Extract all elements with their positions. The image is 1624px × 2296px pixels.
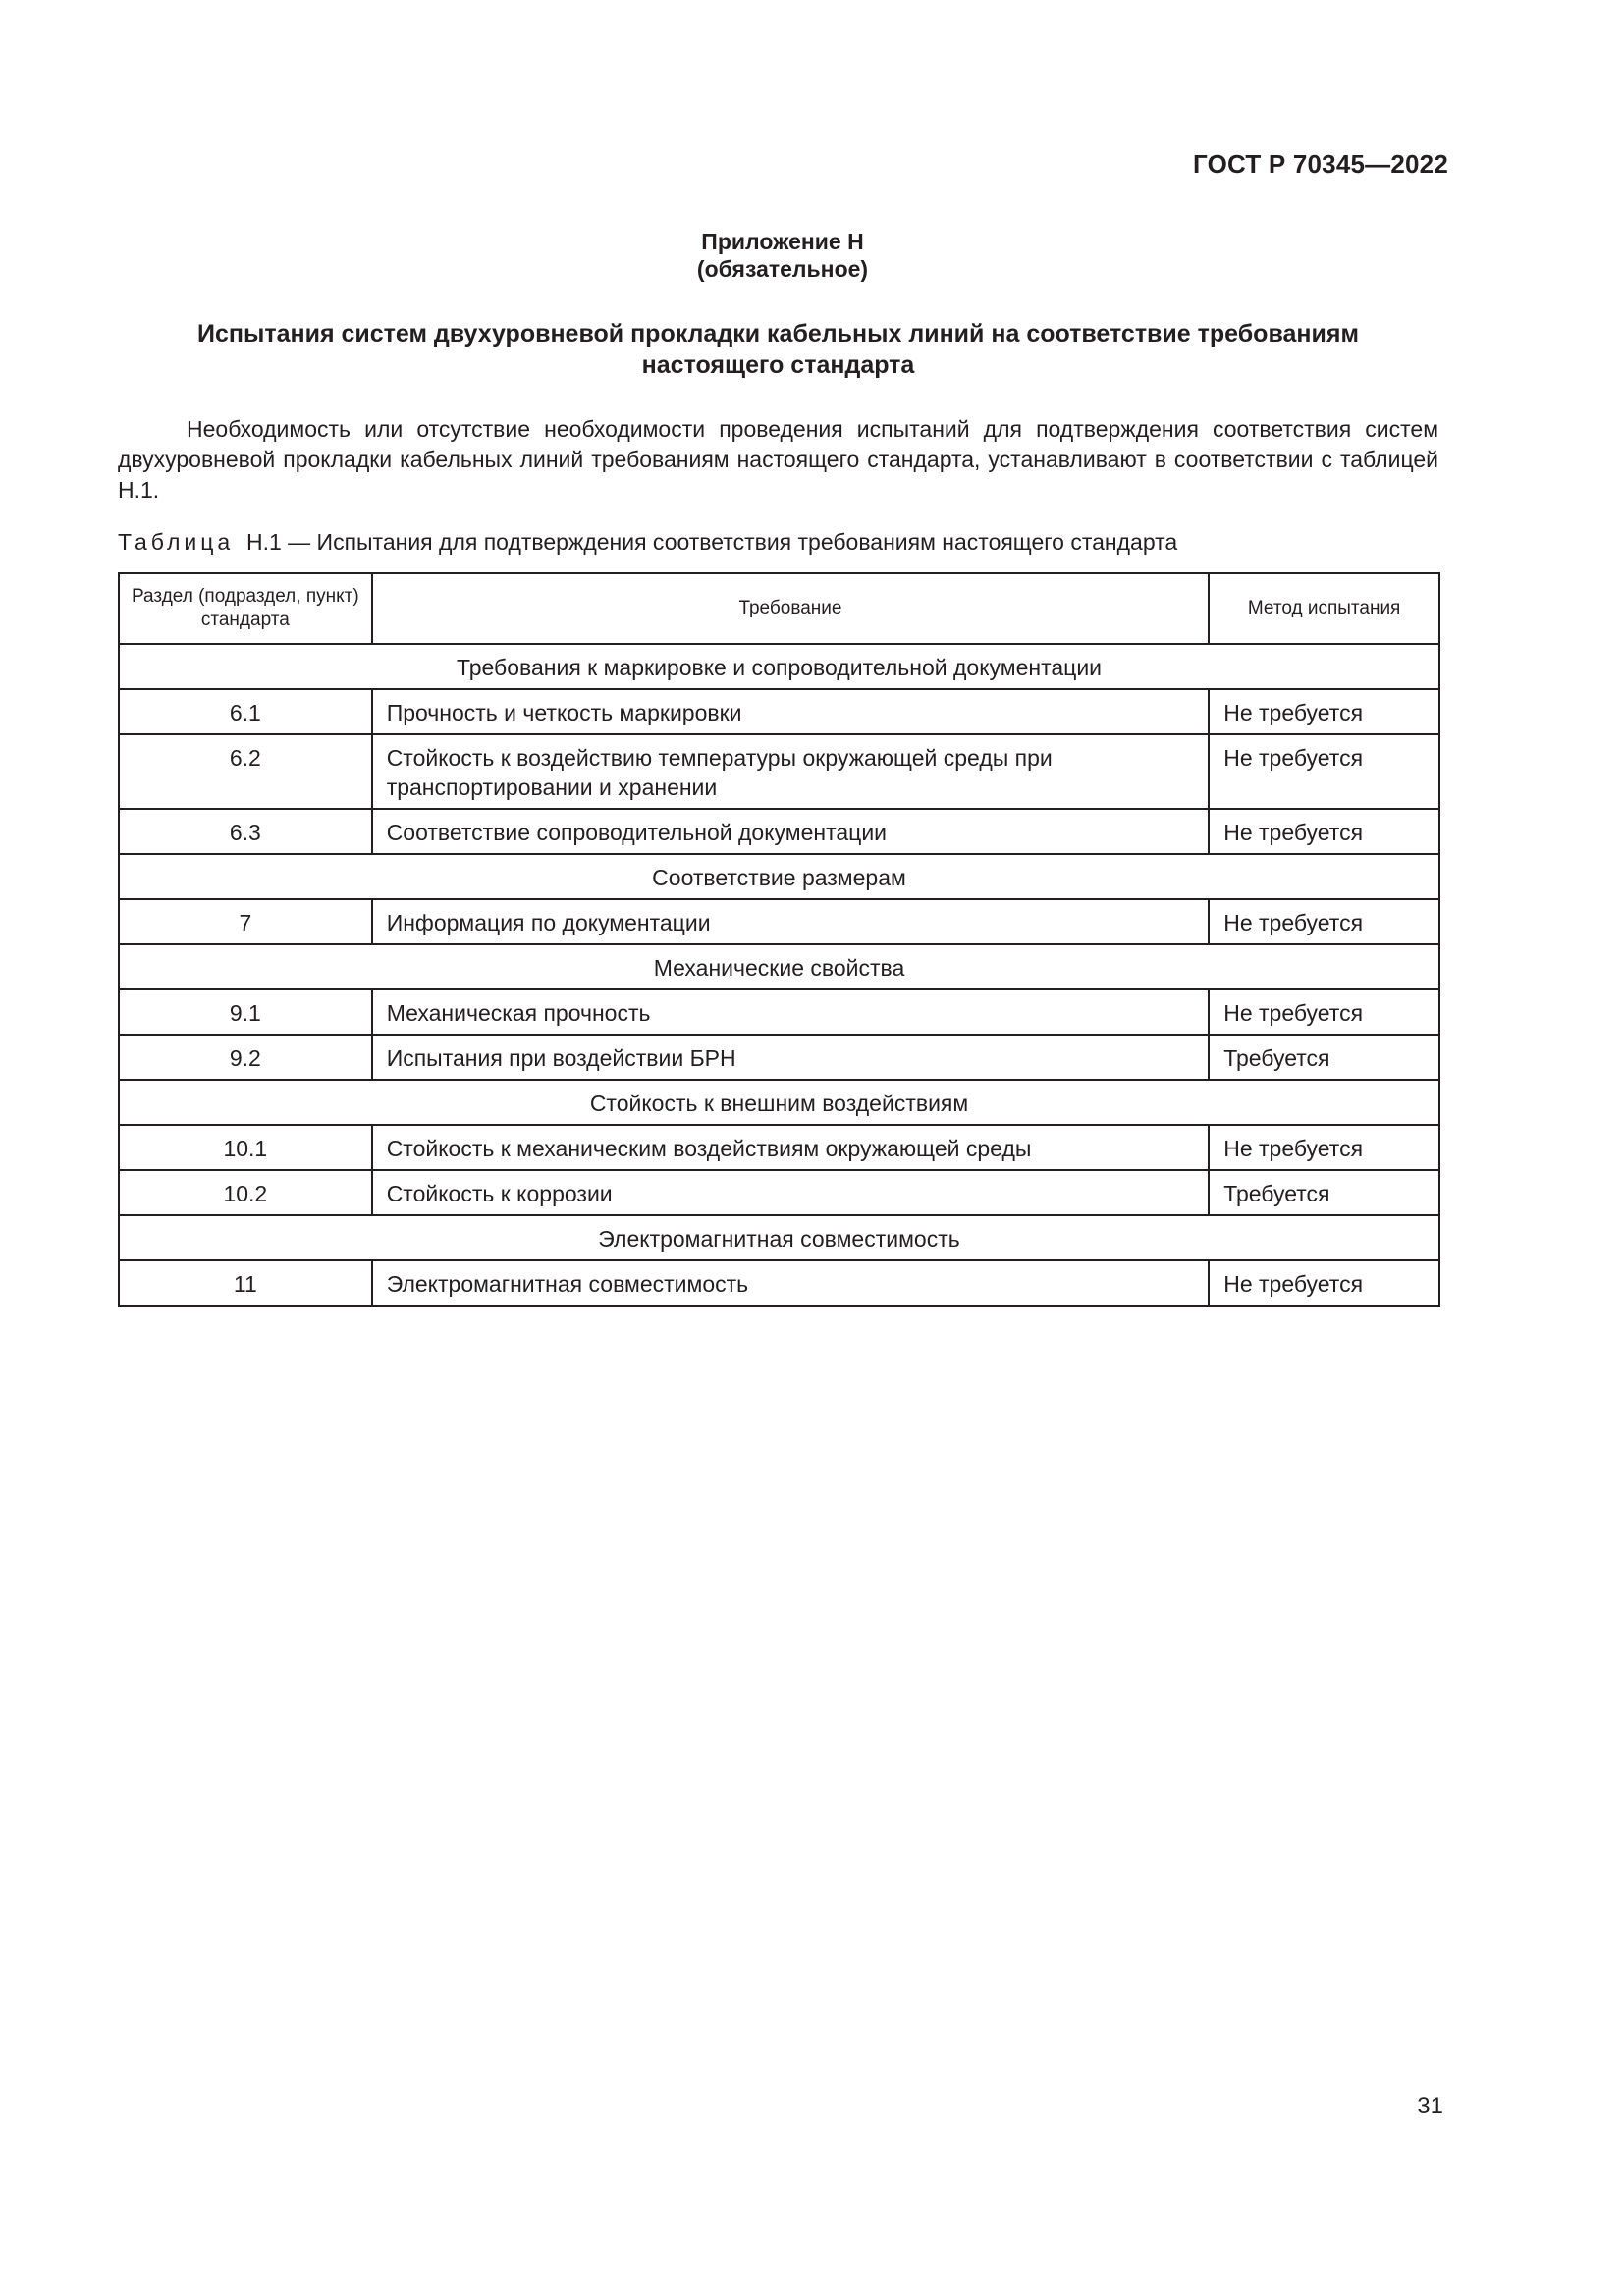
cell-method: Не требуется	[1209, 899, 1439, 944]
group-heading: Электромагнитная совместимость	[119, 1215, 1439, 1260]
cell-requirement: Электромагнитная совместимость	[372, 1260, 1210, 1306]
table-caption	[118, 528, 1177, 556]
group-heading: Соответствие размерам	[119, 854, 1439, 899]
cell-requirement: Соответствие сопроводительной документации	[372, 809, 1210, 854]
table-group-row	[119, 854, 1439, 899]
cell-section: 9.1	[119, 989, 372, 1035]
table-row	[119, 989, 1439, 1035]
cell-method: Требуется	[1209, 1035, 1439, 1080]
appendix-heading	[0, 228, 1565, 283]
cell-requirement: Информация по документации	[372, 899, 1210, 944]
cell-method: Не требуется	[1209, 1260, 1439, 1306]
cell-requirement: Механическая прочность	[372, 989, 1210, 1035]
header-section: Раздел (подраздел, пункт) стандарта	[119, 573, 372, 644]
cell-section: 11	[119, 1260, 372, 1306]
table-caption-text: Н.1 — Испытания для подтверждения соответствия требованиям настоящего стандарта	[245, 529, 1178, 555]
requirements-table	[118, 572, 1440, 1307]
cell-section: 7	[119, 899, 372, 944]
cell-requirement: Стойкость к механическим воздействиям окружающей среды	[372, 1125, 1210, 1170]
cell-section: 10.2	[119, 1170, 372, 1215]
cell-method: Не требуется	[1209, 809, 1439, 854]
cell-method: Требуется	[1209, 1170, 1439, 1215]
cell-method: Не требуется	[1209, 734, 1439, 809]
table-group-row	[119, 1080, 1439, 1125]
table-row	[119, 809, 1439, 854]
section-title	[118, 318, 1438, 381]
table-group-row	[119, 944, 1439, 989]
section-title-line-2: настоящего стандарта	[641, 351, 915, 379]
table-row	[119, 899, 1439, 944]
appendix-title: Приложение Н	[701, 229, 864, 254]
page-number: 31	[1417, 2093, 1443, 2119]
table-caption-label: Таблица	[118, 529, 235, 555]
document-code: ГОСТ Р 70345—2022	[1193, 149, 1448, 179]
table-row	[119, 1035, 1439, 1080]
group-heading: Требования к маркировке и сопроводительной документации	[119, 644, 1439, 689]
table-header-row	[119, 573, 1439, 644]
table-body	[119, 644, 1439, 1306]
cell-method: Не требуется	[1209, 689, 1439, 734]
cell-method: Не требуется	[1209, 989, 1439, 1035]
cell-requirement: Стойкость к коррозии	[372, 1170, 1210, 1215]
table-group-row	[119, 644, 1439, 689]
table-row	[119, 689, 1439, 734]
cell-section: 10.1	[119, 1125, 372, 1170]
table-row	[119, 1170, 1439, 1215]
cell-requirement: Испытания при воздействии БРН	[372, 1035, 1210, 1080]
cell-method: Не требуется	[1209, 1125, 1439, 1170]
cell-section: 6.2	[119, 734, 372, 809]
cell-section: 6.1	[119, 689, 372, 734]
group-heading: Механические свойства	[119, 944, 1439, 989]
cell-section: 9.2	[119, 1035, 372, 1080]
group-heading: Стойкость к внешним воздействиям	[119, 1080, 1439, 1125]
table-row	[119, 1260, 1439, 1306]
cell-section: 6.3	[119, 809, 372, 854]
appendix-subtitle: (обязательное)	[696, 256, 869, 282]
table-group-row	[119, 1215, 1439, 1260]
table-row	[119, 1125, 1439, 1170]
cell-requirement: Прочность и четкость маркировки	[372, 689, 1210, 734]
cell-requirement: Стойкость к воздействию температуры окружающей среды при транспортировании и хранении	[372, 734, 1210, 809]
section-title-line-1: Испытания систем двухуровневой прокладки кабельных линий на соответствие требованиям	[197, 320, 1359, 347]
header-method: Метод испытания	[1209, 573, 1439, 644]
table-row	[119, 734, 1439, 809]
intro-paragraph: Необходимость или отсутствие необходимости проведения испытаний для подтверждения соответствия систем двухуровневой прокладки кабельных линий требованиям настоящего стандарта, устанавливают в соответствии с таблицей Н.1.	[118, 416, 1438, 503]
header-requirement: Требование	[372, 573, 1210, 644]
